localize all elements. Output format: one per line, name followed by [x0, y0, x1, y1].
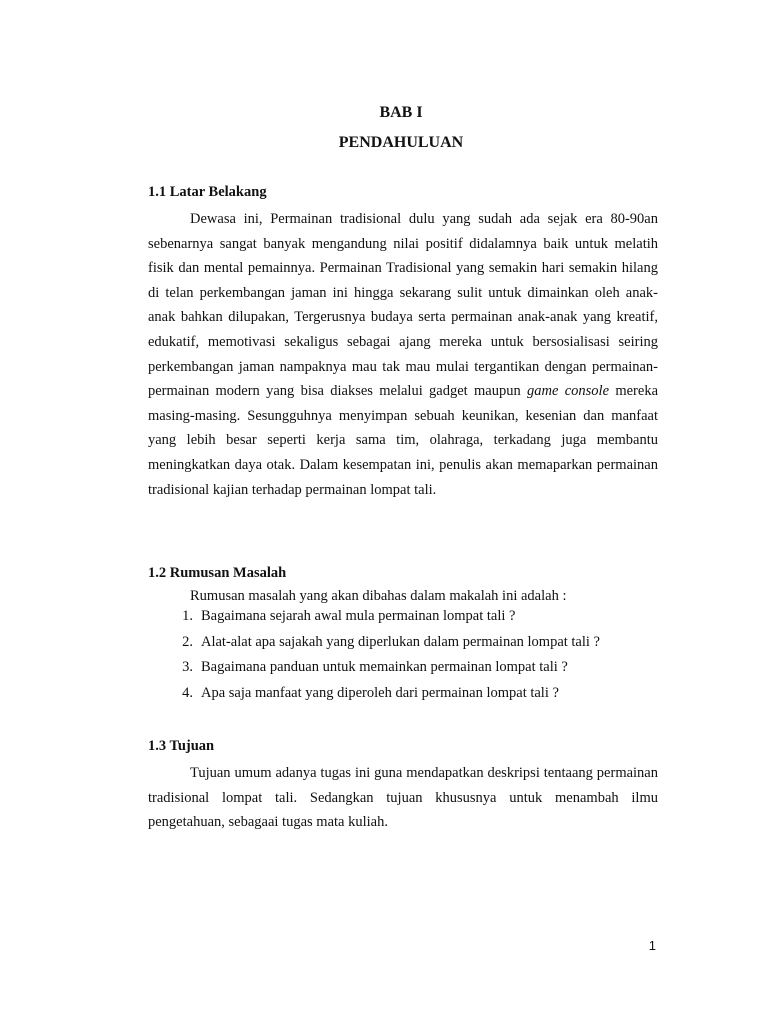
list-item [148, 681, 600, 707]
chapter-title: PENDAHULUAN [338, 134, 464, 151]
list-item-text: Bagaimana panduan untuk memainkan permainan lompat tali ? [201, 659, 568, 675]
italic-term: game console [527, 383, 610, 400]
list-item-number: 3. [182, 659, 193, 675]
section-heading-latar-belakang: 1.1 Latar Belakang [148, 184, 267, 200]
rumusan-intro: Rumusan masalah yang akan dibahas dalam makalah ini adalah : [190, 588, 567, 604]
list-item [148, 604, 600, 630]
list-item-text: Apa saja manfaat yang diperoleh dari permainan lompat tali ? [201, 684, 559, 701]
paragraph-text: mereka masing-masing. Sesungguhnya menyimpan sebuah keunikan, kesenian dan manfaat yang lebih besar seperti kerja sama tim, olahraga, terkadang juga membantu meningkatkan daya otak. Dalam kesempatan ini, penulis akan memaparkan permainan tradisional kajian terhadap permainan lompat tali. [148, 383, 659, 498]
list-item-text: Bagaimana sejarah awal mula permainan lompat tali ? [201, 608, 516, 624]
question-list [148, 604, 600, 706]
section-heading-tujuan: 1.3 Tujuan [148, 738, 215, 754]
paragraph-text: Dewasa ini, Permainan tradisional dulu yang sudah ada sejak era 80-90an sebenarnya sangat banyak mengandung nilai positif didalamnya baik untuk melatih fisik dan mental pemainnya. Permainan Tradisional yang semakin hari semakin hilang di telan perkembangan jaman ini hingga sekarang sulit untuk dimainkan oleh anak-anak bahkan dilupakan, Tergerusnya budaya serta permainan anak-anak yang kreatif, edukatif, memotivasi sekaligus sebagai ajang mereka untuk bersosialisasi seiring perkembangan jaman nampaknya mau tak mau mulai tergantikan dengan permainan-permainan modern yang bisa diakses melalui gadget maupun [148, 211, 658, 400]
paragraph-latar-belakang [148, 207, 658, 502]
section-heading-rumusan-masalah: 1.2 Rumusan Masalah [148, 565, 287, 581]
list-item-number: 1. [182, 608, 193, 624]
chapter-label: BAB I [379, 104, 423, 121]
paragraph-tujuan: Tujuan umum adanya tugas ini guna mendapatkan deskripsi tentaang permainan tradisional lompat tali. Sedangkan tujuan khususnya untuk menambah ilmu pengetahuan, sebagaai tugas mata kuliah. [148, 765, 658, 831]
list-item [148, 630, 600, 656]
list-item-number: 2. [182, 633, 193, 650]
list-item [148, 655, 600, 681]
list-item-text: Alat-alat apa sajakah yang diperlukan dalam permainan lompat tali ? [201, 633, 600, 650]
page-number: 1 [648, 938, 656, 953]
list-item-number: 4. [182, 684, 193, 701]
